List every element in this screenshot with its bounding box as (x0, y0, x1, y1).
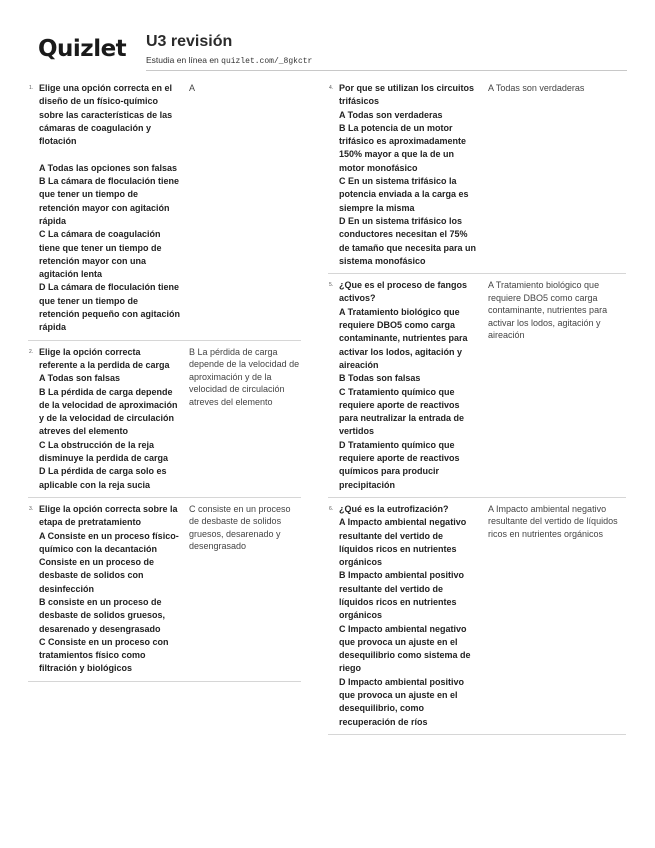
card-definition: A (189, 83, 196, 93)
flashcard-5 (328, 279, 626, 498)
card-number: 4. (329, 85, 334, 91)
flashcard-1 (28, 82, 301, 341)
card-number: 5. (329, 282, 334, 289)
set-url[interactable]: quizlet.com/_8gkctr (221, 57, 313, 66)
card-definition: A Todas son verdaderas (488, 83, 585, 93)
card-definition: A Tratamiento biológico que requiere DBO5 como carga contaminante, nutrientes para activar los lodos, agitación y aireación (488, 280, 608, 341)
card-term: ¿Qué es la eutrofización? A Impacto ambiental negativo resultante del vertido de líquidos ricos en nutrientes orgánicos B Impacto ambiental positivo resultante del vertido de líquidos ricos en nutrientes orgánicos C Impacto ambiental negativo que provoca un ajuste en el desequilibrio como sistema de riego D Impacto ambiental positivo que provoca un ajuste en el desequilibrio, como recuperación de ríos (339, 503, 471, 727)
card-term: Elige la opción correcta sobre la etapa de pretratamiento A Consiste en un proceso físico-químico con la decantación Consiste en un proceso de desbaste de solidos con desinfección B consiste en un proceso de desbaste de solidos gruesos, desarenado y desengrasado C Consiste en un proceso con tratamientos físico como filtración y biológicos (39, 503, 179, 674)
flashcard-2 (28, 346, 301, 498)
card-number: 1. (29, 85, 34, 91)
set-title: U3 revisión (146, 33, 233, 50)
card-term: Elige la opción correcta referente a la perdida de carga A Todas son falsas B La pérdida de carga depende de la velocidad de aproximación y de la velocidad de circulación atreves del elemento C La obstrucción de la reja disminuye la perdida de carga D La pérdida de carga solo es aplicable con la reja sucia (39, 346, 178, 490)
card-number: 6. (329, 505, 334, 512)
card-definition: A Impacto ambiental negativo resultante del vertido de líquidos ricos en nutrientes orgánicos (488, 503, 618, 539)
right-column (328, 82, 626, 740)
quizlet-logo: Quizlet (38, 36, 127, 62)
flashcard-3 (28, 503, 301, 682)
header-divider (146, 70, 627, 71)
card-definition: B La pérdida de carga depende de la velocidad de aproximación y de la velocidad de circulación atreves del elemento (189, 346, 300, 407)
study-online-text: Estudia en línea en (146, 55, 222, 65)
card-definition: C consiste en un proceso de desbaste de solidos gruesos, desarenado y desengrasado (189, 503, 291, 552)
card-term: ¿Que es el proceso de fangos activos? A Tratamiento biológico que requiere DBO5 como carga contaminante, nutrientes para activar los lodos, agitación y aireación B Todas son falsas C Tratamiento químico que requiere aporte de reactivos para neutralizar la entrada de vertidos D Tratamiento químico que requiere aporte de reactivos químicos para producir precipitación (339, 280, 468, 490)
card-term: Elige una opción correcta en el diseño de un físico-químico sobre las características de las cámaras de coagulación y flotación A Todas las opciones son falsas B La cámara de floculación tiene que tener un tiempo de retención mayor con agitación rápida C La cámara de coagulación tiene que tener un tiempo de retención mayor con una agitación lenta D La cámara de floculación tiene que tener un tiempo de retención pequeño con agitación rápida (39, 83, 181, 333)
study-online-line (146, 55, 312, 66)
card-number: 3. (29, 505, 34, 512)
card-number: 2. (29, 348, 34, 355)
flashcard-6 (328, 503, 626, 735)
left-column (28, 82, 301, 687)
flashcard-4 (328, 82, 626, 274)
card-term: Por que se utilizan los circuitos trifásicos A Todas son verdaderas B La potencia de un motor trifásico es aproximadamente 150% mayor a que la de un motor monofásico C En un sistema trifásico la potencia enviada a la carga es siempre la misma D En un sistema trifásico los conductores necesitan el 75% de tamaño que necesita para un sistema monofásico (339, 83, 477, 266)
